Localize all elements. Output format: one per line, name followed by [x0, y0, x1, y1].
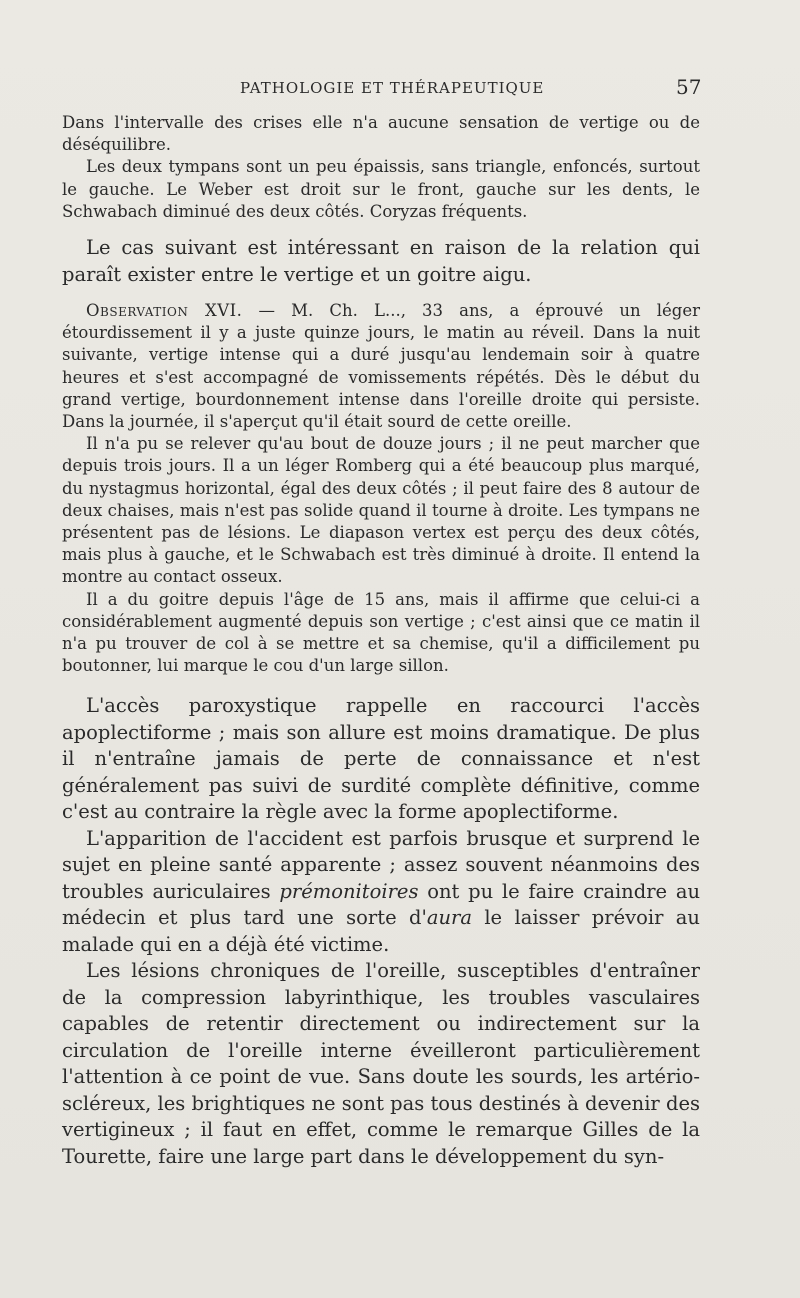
paragraph-8-italic-2: aura [426, 906, 472, 930]
paragraph-9: Les lésions chroniques de l'oreille, susceptibles d'entraîner de la compression labyrinthique, les troubles vasculaires capables de retentir directement ou indirectement sur la circulation de l'oreille interne éveilleront particulièrement l'attention à ce point de vue. Sans doute les sourds, les artério-scléreux, les brightiques ne sont pas tous destinés à devenir des vertigineux ; il faut en effet, comme le remarque Gilles de la Tourette, faire une large part dans le développement du syn- [62, 959, 700, 1168]
paragraph-8-part-a: L'apparition de l'accident est parfois brusque et surprend le sujet en pleine santé apparente ; assez souvent néanmoins des troubles auriculaires [62, 826, 700, 903]
paragraph-1: Dans l'intervalle des crises elle n'a aucune sensation de vertige ou de déséquilibre. [62, 113, 700, 155]
page-header [0, 75, 800, 101]
paragraph-6: Il a du goitre depuis l'âge de 15 ans, mais il affirme que celui-ci a considérablement augmenté depuis son vertige ; c'est ainsi que ce matin il n'a pu trouver de col à se mettre et sa chemise, qu'il a difficilement pu boutonner, lui marque le cou d'un large sillon. [62, 589, 700, 676]
paragraph-7: L'accès paroxystique rappelle en raccourci l'accès apoplectiforme ; mais son allure est moins dramatique. De plus il n'entraîne jamais de perte de connaissance et n'est généralement pas suivi de surdité complète définitive, comme c'est au contraire la règle avec la forme apoplectiforme. [62, 694, 700, 824]
page-number: 57 [676, 75, 702, 99]
paragraph-8-italic-1: prémonitoires [279, 879, 419, 903]
page-body [62, 112, 700, 1170]
paragraph-8 [62, 826, 700, 959]
running-title: PATHOLOGIE ET THÉRAPEUTIQUE [240, 79, 545, 97]
observation-text: — M. Ch. L..., 33 ans, a éprouvé un léger étourdissement il y a juste quinze jours, le matin au réveil. Dans la nuit suivante, vertige intense qui a duré jusqu'au lendemain soir à quatre heures et s'est accompagné de vomissements répétés. Dès le début du grand vertige, bourdonnement intense dans l'oreille droite qui persiste. Dans la journée, il s'aperçut qu'il était sourd de cette oreille. [62, 301, 701, 432]
paragraph-2: Les deux tympans sont un peu épaissis, sans triangle, enfoncés, surtout le gauche. Le Weber est droit sur le front, gauche sur les dents, le Schwabach diminué des deux côtés. Coryzas fréquents. [62, 157, 700, 221]
paragraph-3: Le cas suivant est intéressant en raison de la relation qui paraît exister entre le vertige et un goitre aigu. [62, 236, 700, 286]
paragraph-8-part-b: ont pu le faire craindre au médecin et plus tard une sorte d' [62, 879, 701, 930]
paragraph-5: Il n'a pu se relever qu'au bout de douze jours ; il ne peut marcher que depuis trois jours. Il a un léger Romberg qui a été beaucoup plus marqué, du nystagmus horizontal, égal des deux côtés ; il peut faire des 8 autour de deux chaises, mais n'est pas solide quand il tourne à droite. Les tympans ne présentent pas de lésions. Le diapason vertex est perçu des deux côtés, mais plus à gauche, et le Schwabach est très diminué à droite. Il entend la montre au contact osseux. [62, 434, 700, 587]
observation-label: Observation XVI. [86, 301, 243, 321]
paragraph-8-part-c: le laisser prévoir au malade qui en a déjà été victime. [62, 906, 700, 956]
observation-paragraph [62, 300, 700, 433]
